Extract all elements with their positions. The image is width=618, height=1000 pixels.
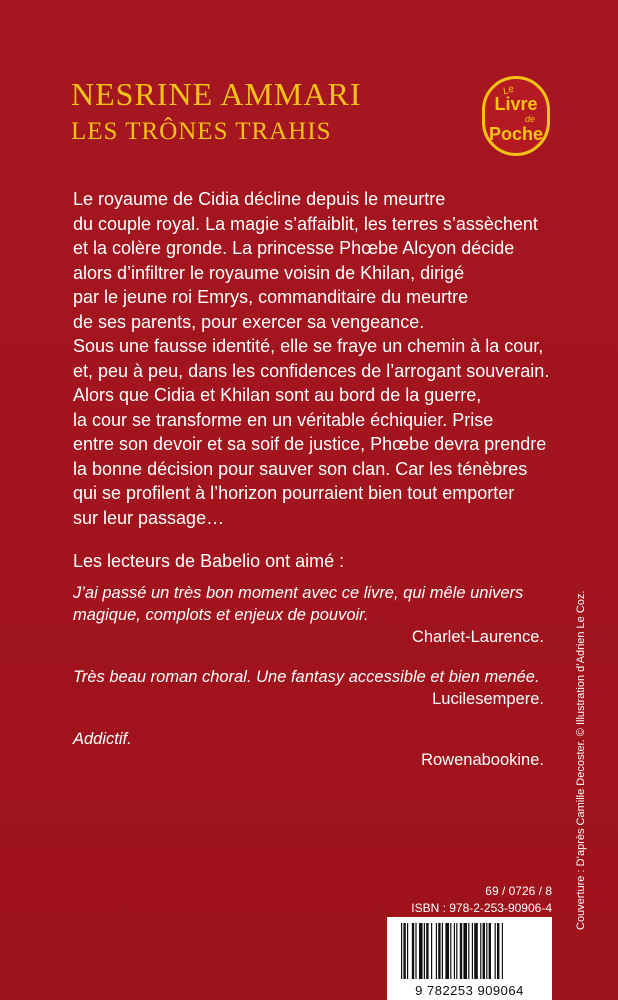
synopsis-line: Le royaume de Cidia décline depuis le meurtre (73, 189, 446, 209)
barcode-bar (426, 923, 428, 979)
barcode-bar (456, 923, 457, 979)
barcode-bar (436, 923, 437, 979)
barcode-bar (454, 923, 455, 979)
barcode-bar (407, 923, 408, 979)
barcode-bar (497, 923, 499, 979)
cover-credit: Couverture : D’après Camille Decoster. © Illustration d’Adrien Le Coz. (575, 590, 587, 930)
barcode-bar (483, 923, 485, 979)
synopsis-line: la cour se transforme en un véritable échiquier. Prise (73, 409, 494, 430)
barcode (387, 917, 552, 1000)
review-quote: Addictif. (73, 730, 132, 748)
review-quote: J’ai passé un très bon moment avec ce livre, qui mêle univers magique, complots et enjeux de pouvoir. (73, 584, 524, 624)
synopsis (73, 187, 573, 530)
barcode-bar (489, 923, 491, 979)
synopsis-line: et la colère gronde. La princesse Phœbe Alcyon décide (73, 238, 515, 258)
synopsis-line: sur leur passage… (73, 507, 225, 528)
barcode-bar (474, 923, 478, 979)
barcode-bars (387, 917, 552, 983)
barcode-bar (495, 923, 496, 979)
barcode-bar (472, 923, 473, 979)
synopsis-line: la bonne décision pour sauver son clan. Car les ténèbres (73, 458, 528, 479)
synopsis-line: de ses parents, pour exercer sa vengeance. (73, 311, 425, 332)
barcode-bar (419, 923, 423, 979)
synopsis-line: entre son devoir et sa soif de justice, Phœbe devra prendre (73, 434, 547, 454)
barcode-bar (424, 923, 425, 979)
synopsis-line: du couple royal. La magie s’affaiblit, les terres s’assèchent (73, 213, 538, 234)
isbn-number: ISBN : 978-2-253-90906-4 (411, 901, 552, 915)
synopsis-line: Alors que Cidia et Khilan sont au bord de la guerre, (73, 385, 482, 405)
review-author: Rowenabookine. (421, 751, 544, 769)
synopsis-line: et, peu à peu, dans les confidences de l’arrogant souverain. (73, 360, 550, 381)
barcode-digits: 9 782253 909064 (415, 983, 524, 998)
barcode-bar (438, 923, 440, 979)
livre-de-poche-logo: Le Livre de Poche (482, 76, 550, 156)
barcode-bar (445, 923, 449, 979)
barcode-bar (450, 923, 451, 979)
barcode-bar (480, 923, 481, 979)
barcode-bar (460, 923, 462, 979)
barcode-bar (442, 923, 443, 979)
barcode-bar (401, 923, 402, 979)
synopsis-line: alors d’infiltrer le royaume voisin de Khilan, dirigé (73, 262, 465, 283)
review-quote: Très beau roman choral. Une fantasy accessible et bien menée. (73, 668, 540, 686)
barcode-bar (468, 923, 469, 979)
review-author: Charlet-Laurence. (411, 628, 544, 646)
readers-heading: Les lecteurs de Babelio ont aimé : (73, 551, 345, 571)
barcode-bar (463, 923, 467, 979)
synopsis-line: qui se profilent à l’horizon pourraient bien tout emporter (73, 483, 515, 503)
barcode-bar (415, 923, 416, 979)
barcode-bar (502, 923, 503, 979)
author-name: NESRINE AMMARI (71, 76, 362, 112)
barcode-bar (403, 923, 405, 979)
book-title: LES TRÔNES TRAHIS (71, 118, 332, 145)
barcode-bar (412, 923, 414, 979)
catalog-code: 69 / 0726 / 8 (485, 884, 552, 898)
barcode-bar (431, 923, 432, 979)
synopsis-line: par le jeune roi Emrys, commanditaire du meurtre (73, 287, 469, 307)
synopsis-line: Sous une fausse identité, elle se fraye un chemin à la cour, (73, 336, 544, 356)
review-author: Lucilesempere. (432, 690, 544, 708)
barcode-bar (486, 923, 487, 979)
